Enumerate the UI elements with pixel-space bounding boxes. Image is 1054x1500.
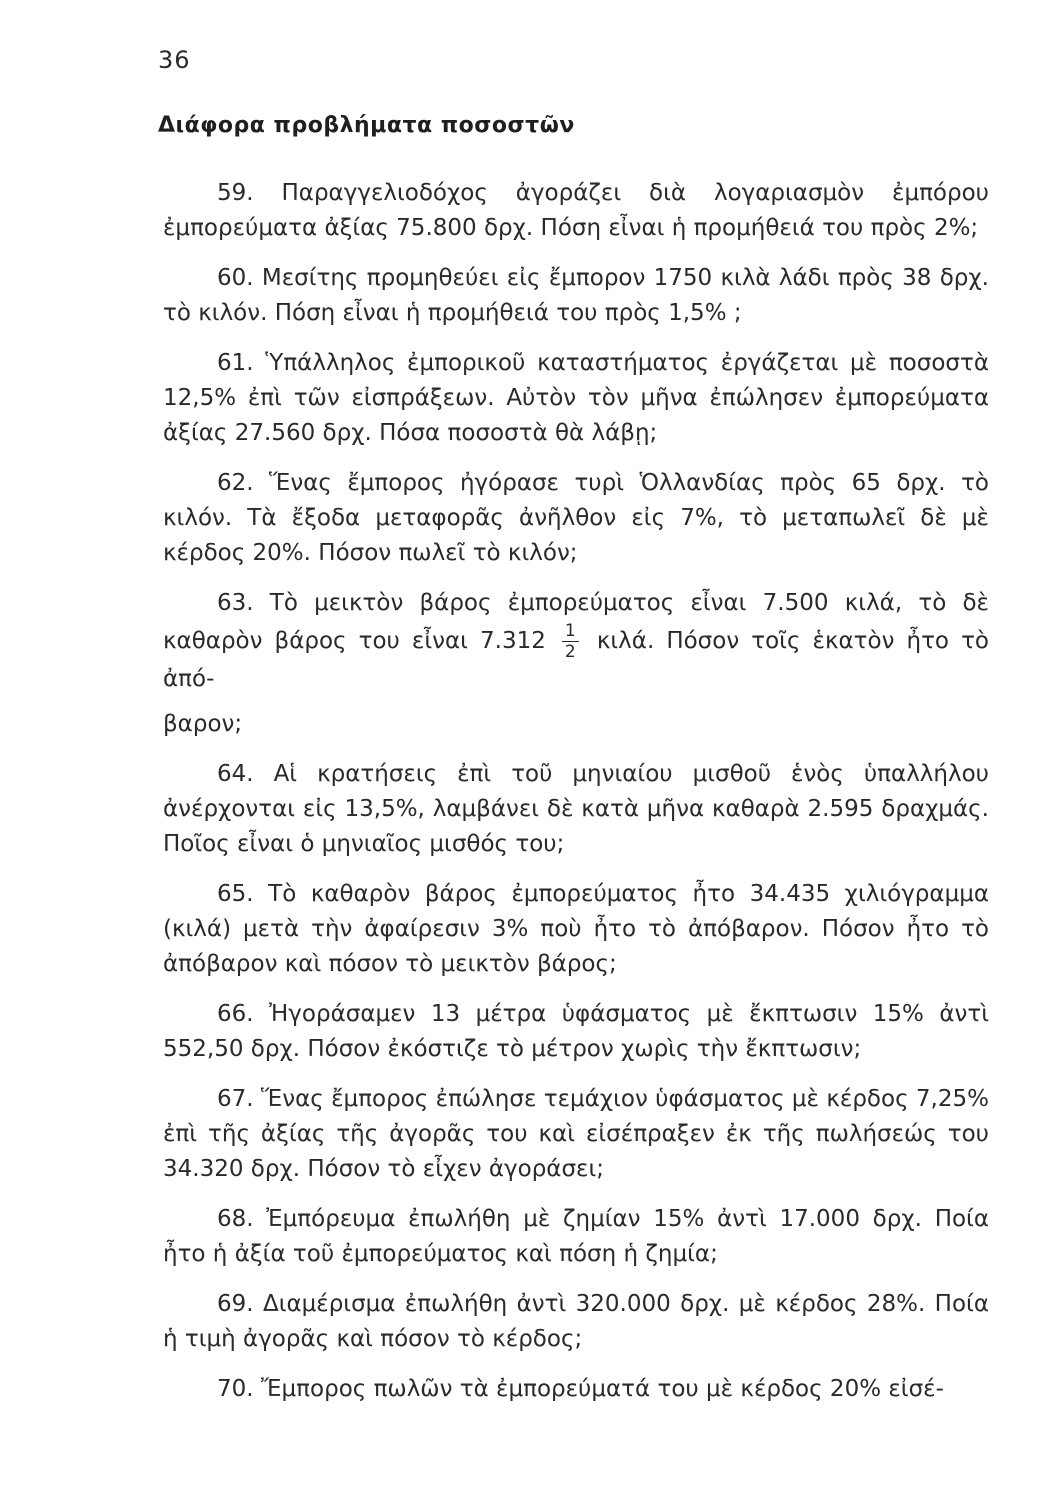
problem-60: 60. Μεσίτης προμηθεύει εἰς ἔμπορον 1750 κιλὰ λάδι πρὸς 38 δρχ. τὸ κιλόν. Πόση εἶναι ἡ προμήθειά του πρὸς 1,5% ;	[163, 265, 989, 326]
problem-63-tail: βαρον;	[163, 711, 243, 737]
fraction-numerator: 1	[562, 621, 579, 642]
problem-61: 61. Ὑπάλληλος ἐμπορικοῦ καταστήματος ἐργάζεται μὲ ποσοστὰ 12,5% ἐπὶ τῶν εἰσπράξεων. Αὐτὸν τὸν μῆνα ἐπώλησεν ἐμπορεύματα ἀξίας 27.560 δρχ. Πόσα ποσοστὰ θὰ λάβῃ;	[163, 350, 989, 446]
problem-66: 66. Ἠγοράσαμεν 13 μέτρα ὑφάσματος μὲ ἔκπτωσιν 15% ἀντὶ 552,50 δρχ. Πόσον ἐκόστιζε τὸ μέτρον χωρὶς τὴν ἔκπτωσιν;	[163, 1001, 989, 1062]
problem-65: 65. Τὸ καθαρὸν βάρος ἐμπορεύματος ἦτο 34.435 χιλιόγραμμα (κιλά) μετὰ τὴν ἀφαίρεσιν 3% ποὺ ἦτο τὸ ἀπόβαρον. Πόσον ἦτο τὸ ἀπόβαρον καὶ πόσον τὸ μεικτὸν βάρος;	[163, 881, 989, 977]
problem-62: 62. Ἕνας ἔμπορος ἠγόρασε τυρὶ Ὁλλανδίας πρὸς 65 δρχ. τὸ κιλόν. Τὰ ἔξοδα μεταφορᾶς ἀνῆλθον εἰς 7%, τὸ μεταπωλεῖ δὲ μὲ κέρδος 20%. Πόσον πωλεῖ τὸ κιλόν;	[163, 470, 989, 566]
problem-69: 69. Διαμέρισμα ἐπωλήθη ἀντὶ 320.000 δρχ. μὲ κέρδος 28%. Ποία ἡ τιμὴ ἀγορᾶς καὶ πόσον τὸ κέρδος;	[163, 1291, 989, 1352]
problem-list	[163, 176, 989, 1422]
section-title: Διάφορα προβλήματα ποσοστῶν	[158, 113, 575, 138]
fraction	[562, 621, 579, 662]
problem-63	[163, 586, 989, 742]
problem-63-text: 63. Τὸ μεικτὸν βάρος ἐμπορεύματος εἶναι 7.500 κιλά, τὸ δὲ καθαρὸν βάρος του εἶναι 7.312	[163, 590, 989, 654]
problem-59: 59. Παραγγελιοδόχος ἀγοράζει διὰ λογαριασμὸν ἐμπόρου ἐμπορεύματα ἀξίας 75.800 δρχ. Πόση εἶναι ἡ προμήθειά του πρὸς 2%;	[163, 180, 989, 241]
fraction-denominator: 2	[564, 642, 576, 662]
problem-67: 67. Ἕνας ἔμπορος ἐπώλησε τεμάχιον ὑφάσματος μὲ κέρδος 7,25% ἐπὶ τῆς ἀξίας τῆς ἀγορᾶς του καὶ εἰσέπραξεν ἐκ τῆς πωλήσεώς του 34.320 δρχ. Πόσον τὸ εἶχεν ἀγοράσει;	[163, 1086, 989, 1182]
page-number: 36	[158, 46, 191, 74]
problem-68: 68. Ἐμπόρευμα ἐπωλήθη μὲ ζημίαν 15% ἀντὶ 17.000 δρχ. Ποία ἦτο ἡ ἀξία τοῦ ἐμπορεύματος καὶ πόση ἡ ζημία;	[163, 1206, 989, 1267]
problem-63-rest: κιλά. Πόσον τοῖς ἑκατὸν ἦτο τὸ ἀπό-	[163, 628, 989, 692]
problem-64: 64. Αἱ κρατήσεις ἐπὶ τοῦ μηνιαίου μισθοῦ ἑνὸς ὑπαλλήλου ἀνέρχονται εἰς 13,5%, λαμβάνει δὲ κατὰ μῆνα καθαρὰ 2.595 δραχμάς. Ποῖος εἶναι ὁ μηνιαῖος μισθός του;	[163, 761, 989, 857]
problem-70: 70. Ἔμπορος πωλῶν τὰ ἐμπορεύματά του μὲ κέρδος 20% εἰσέ-	[217, 1376, 944, 1402]
